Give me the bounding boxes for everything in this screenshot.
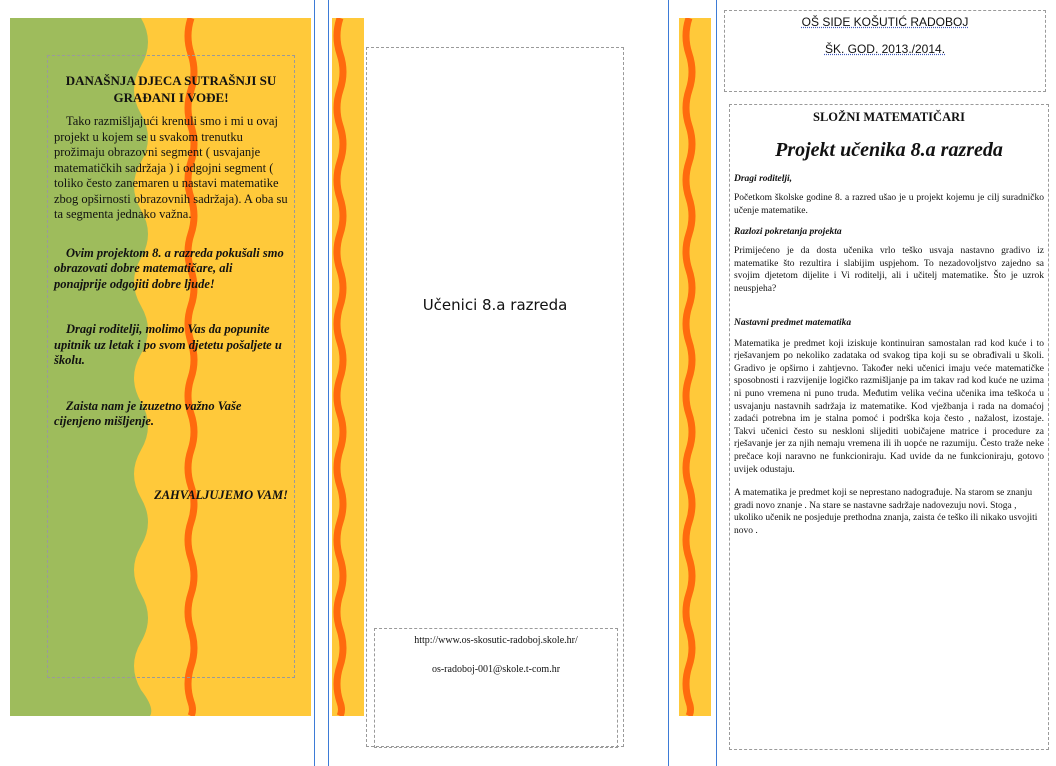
guide-line: [668, 0, 669, 766]
article-frame: [729, 104, 1049, 750]
section-subject-heading: Nastavni predmet matematika: [734, 317, 852, 328]
greeting: Dragi roditelji,: [734, 174, 793, 184]
school-email-link[interactable]: os-radoboj-001@skole.t-com.hr: [431, 664, 561, 675]
left-parents-request: Dragi roditelji, molimo Vas da popunite upitnik uz letak i po svom djetetu pošaljete u školu.: [54, 322, 282, 367]
school-name: OŠ SIDE KOŠUTIĆ RADOBOJ: [801, 15, 969, 29]
subject-paragraph: Matematika je predmet koji iziskuje kontinuiran samostalan rad kod kuće i to rješavanjem po nekoliko zadataka od svakog tipa koji su se obrađivali u školi. Gradivo je opširno i zahtjevno. Također neki učenici imaju veće matematičke sposobnosti i razvijenije logičko razmišljanje pa im takav rad kod kuće ne uzima ni puno vremena ni puno truda. Međutim velika većina učenika ima teškoća u usvajanju nastavnih sadržaja iz matematike. Kod vježbanja i rada na domaćoj zadaći potrebna im je stalna pomoć i podrška koja često , nažalost, izostaje. Takvi učenici često su neskloni slijediti uobičajene matrice i procedure za rješavanje jer za njih nemaju vremena ili ih uopće ne razumiju. Često traže neke prečace koji naravno ne funkcioniraju. Kad uvide da ne funkcioniraju, gotovo uvijek odustaju.: [734, 338, 1044, 475]
school-website-link[interactable]: http://www.os-skosutic-radoboj.skole.hr/: [414, 635, 578, 646]
article-heading: SLOŽNI MATEMATIČARI: [813, 110, 965, 124]
right-decorative-strip: [679, 18, 711, 716]
wavy-stripe-art: [332, 18, 364, 716]
school-year: ŠK. GOD. 2013./2014.: [824, 42, 946, 56]
guide-line: [716, 0, 717, 766]
middle-decorative-strip: [332, 18, 364, 716]
guide-line: [314, 0, 315, 766]
article-title: Projekt učenika 8.a razreda: [775, 139, 1003, 161]
left-intro: Tako razmišljajući krenuli smo i mi u ovaj projekt u kojem se u svakom trenutku prožimaju obrazovni segment ( usvajanje matematičkih sadržaja ) i odgojni segment ( toliko često zanemaren u nastavi matematike zbog opširnosti obrazovnih sadržaja). A oba su ta segmenta jednako važna.: [54, 114, 288, 221]
guide-line: [328, 0, 329, 766]
wavy-stripe-art: [679, 18, 711, 716]
intro-paragraph: Početkom školske godine 8. a razred ušao je u projekt kojemu je cilj suradničko učenje matematike.: [734, 193, 1044, 216]
left-opinion-text: Zaista nam je izuzetno važno Vaše cijenjeno mišljenje.: [54, 398, 242, 428]
left-project-text: Ovim projektom 8. a razreda pokušali smo obrazovati dobre matematičare, ali ponajprije odgojiti dobre ljude!: [54, 245, 284, 291]
closing-paragraph: A matematika je predmet koji se neprestano nadograđuje. Na starom se znanju gradi novo znanje . Na stare se nastavne sadržaje nadovezuju novi. Stoga , ukoliko učenik ne posjeduje prethodna znanja, zaista će teško ili nikako usvojiti novo .: [734, 488, 1038, 536]
left-heading: DANAŠNJA DJECA SUTRAŠNJI SU GRAĐANI I VOĐE!: [65, 73, 277, 105]
section-reasons-heading: Razlozi pokretanja projekta: [734, 227, 842, 238]
school-info-box: [724, 10, 1046, 92]
reasons-paragraph: Primijećeno je da dosta učenika vrlo teško usvaja nastavno gradivo iz matematike što rezultira i slabijim uspjehom. To nezadovoljstvo zajedno sa svojim djetetom dijelite i Vi roditelji, ali i učitelj matematike. Što je uzrok neuspjeha?: [734, 246, 1044, 294]
contact-box: [374, 628, 618, 748]
left-thanks: ZAHVALJUJEMO VAM!: [154, 487, 288, 502]
cover-title: Učenici 8.a razreda: [422, 296, 568, 314]
left-text-frame: [47, 55, 295, 678]
